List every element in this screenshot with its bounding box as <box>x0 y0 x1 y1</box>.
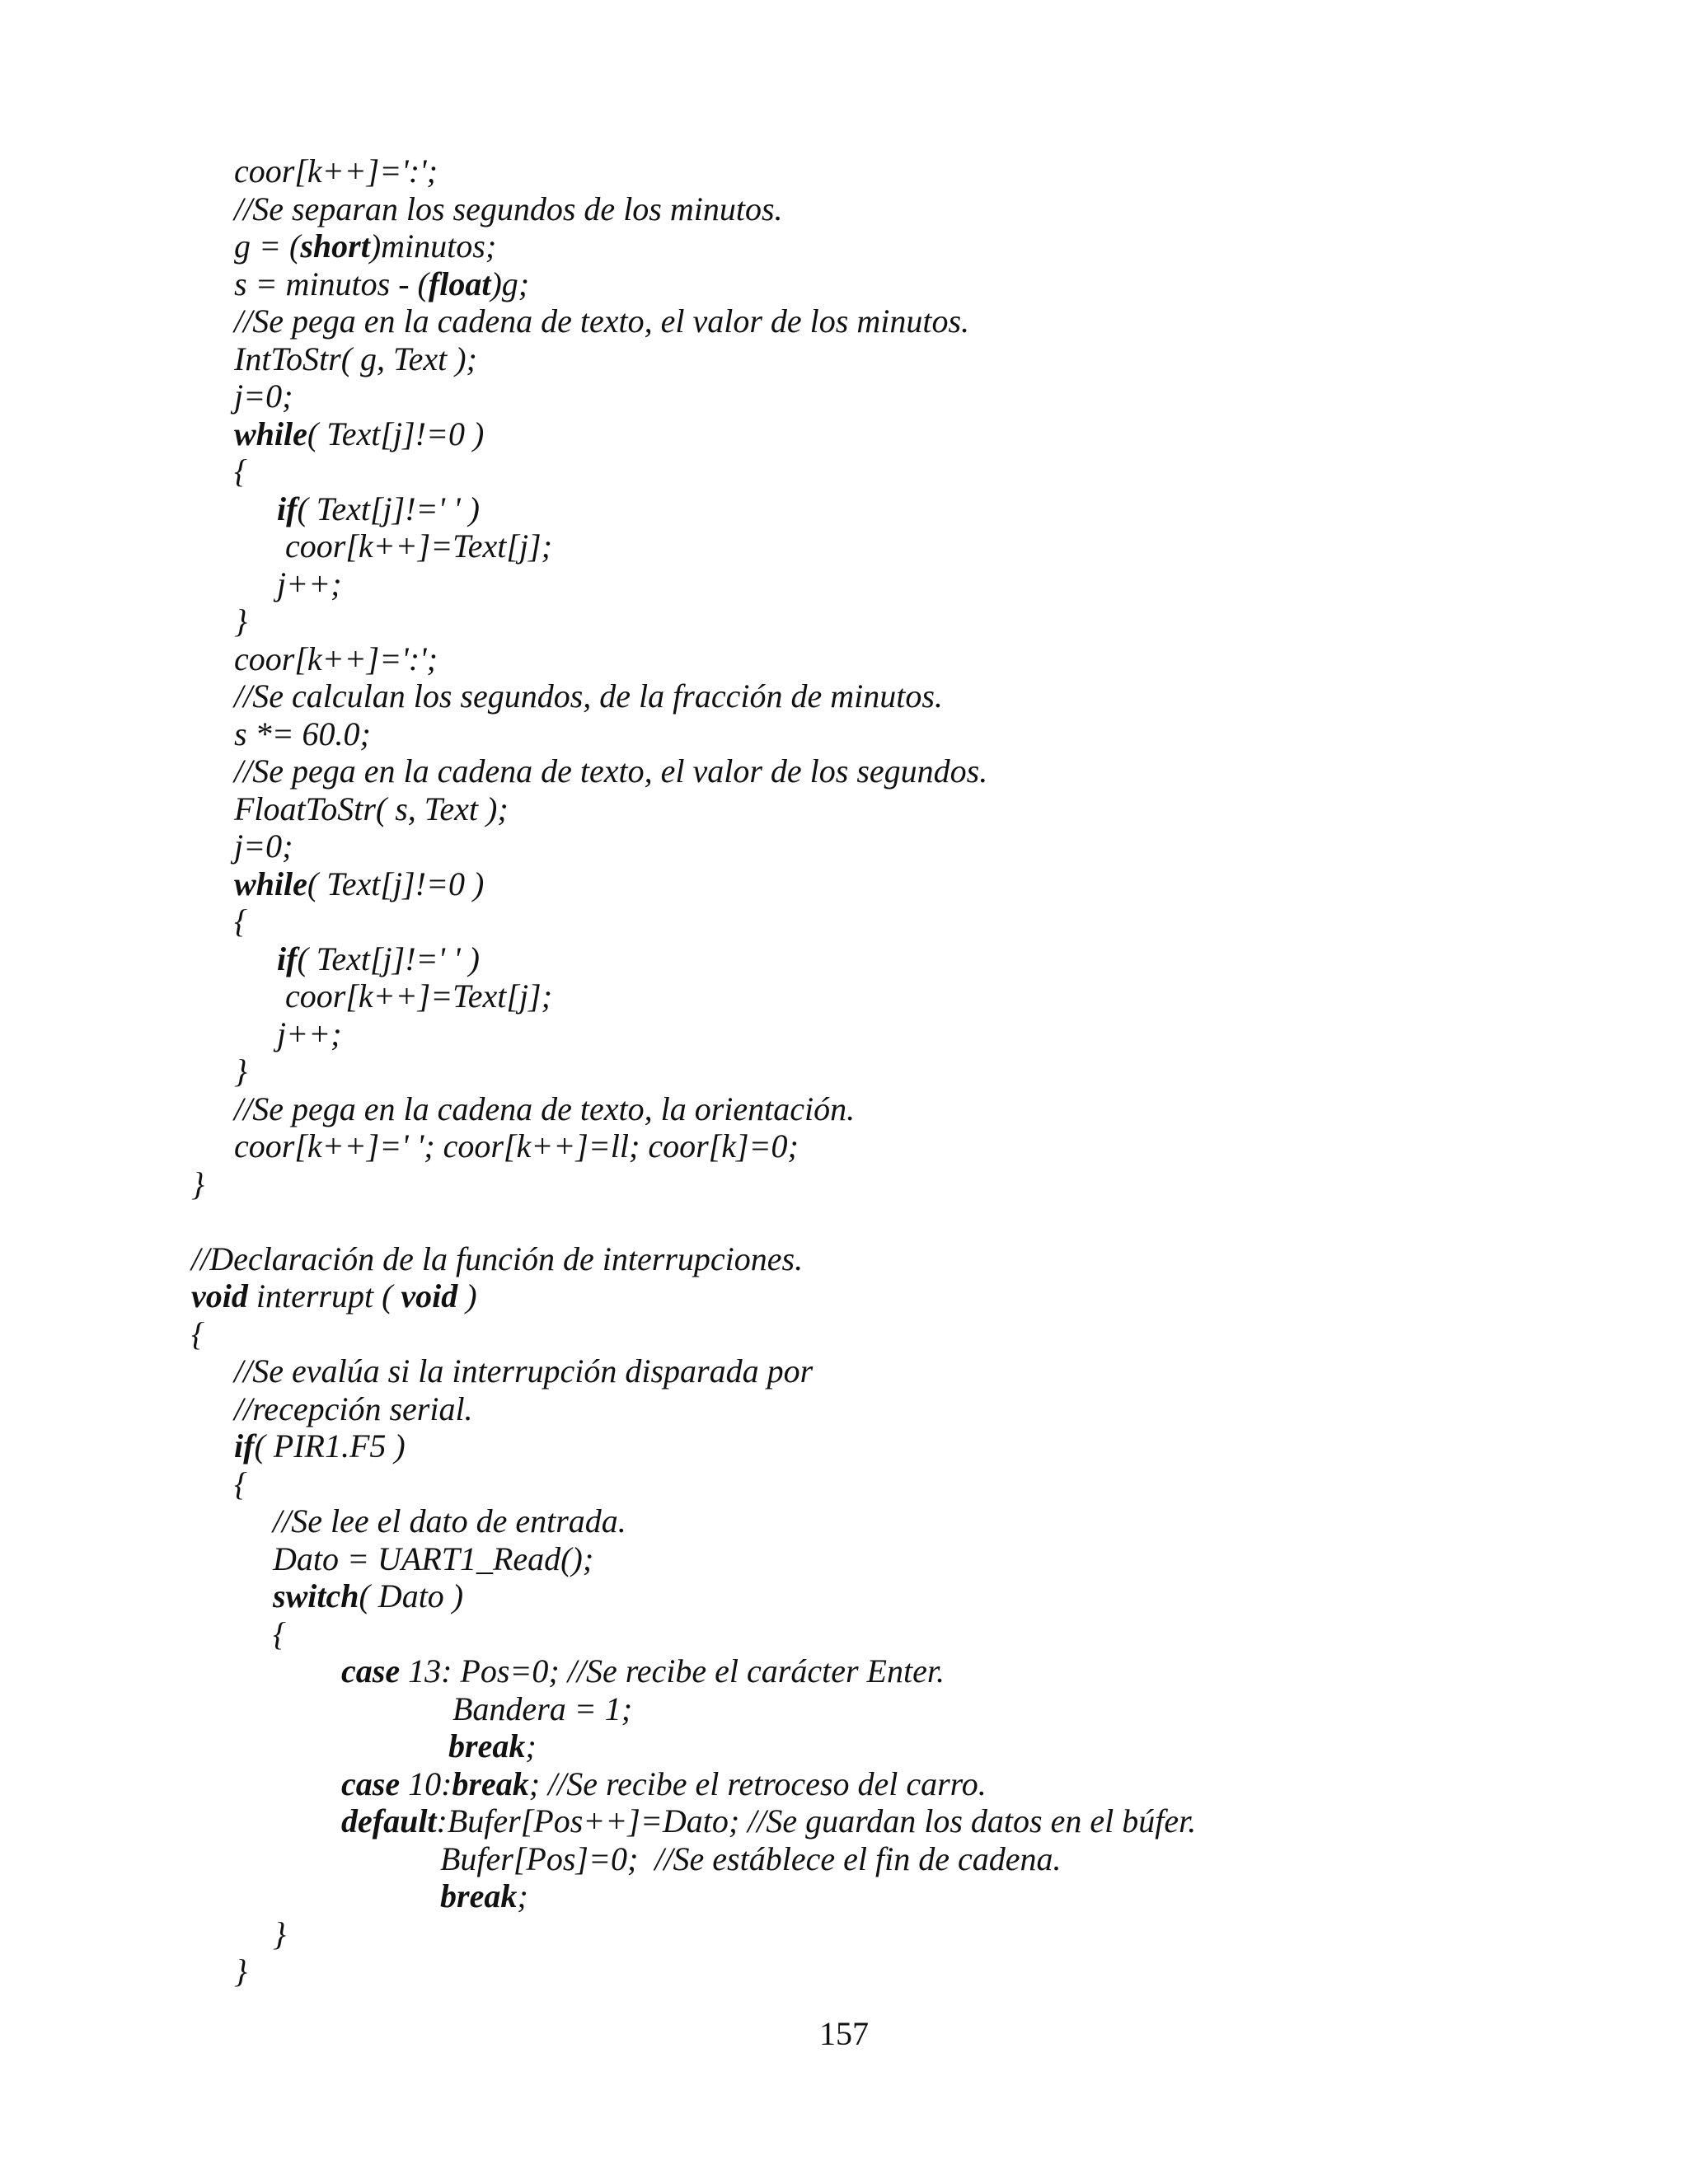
code-line <box>273 1502 626 1540</box>
code-text: ( Text[j]!=' ' ) <box>297 940 480 977</box>
code-keyword: while <box>234 415 307 452</box>
code-keyword: void <box>401 1277 458 1315</box>
code-line <box>277 940 480 978</box>
code-keyword: void <box>191 1277 248 1315</box>
code-line <box>234 865 484 903</box>
code-text: s *= 60.0; <box>234 715 371 752</box>
code-text: //Se evalúa si la interrupción disparada por <box>234 1352 814 1390</box>
code-keyword: if <box>277 490 298 527</box>
code-line <box>234 340 477 378</box>
code-line <box>234 1052 247 1090</box>
code-line <box>234 602 247 640</box>
code-line <box>234 227 496 265</box>
code-line <box>277 490 480 528</box>
code-text: coor[k++]=Text[j]; <box>285 977 552 1015</box>
code-text: coor[k++]=':'; <box>234 152 438 190</box>
code-line <box>234 902 247 940</box>
code-keyword: break <box>440 1877 518 1915</box>
code-keyword: float <box>428 265 491 302</box>
code-line <box>448 1727 537 1765</box>
code-line <box>234 1127 799 1165</box>
code-text: { <box>234 1465 247 1502</box>
code-text: Bufer[Pos]=0; //Se estáblece el fin de cadena. <box>440 1840 1062 1877</box>
code-line <box>440 1840 1061 1878</box>
code-keyword: break <box>452 1765 529 1802</box>
code-line <box>277 1015 341 1053</box>
code-line <box>234 415 484 453</box>
page-number: 157 <box>819 2015 869 2052</box>
code-line <box>191 1277 477 1315</box>
code-text: //Se pega en la cadena de texto, el valor de los minutos. <box>234 302 970 340</box>
code-line <box>234 1352 813 1390</box>
code-text: coor[k++]=' '; coor[k++]=ll; coor[k]=0; <box>234 1127 799 1165</box>
code-line <box>234 452 247 490</box>
code-text: j++; <box>277 565 342 602</box>
code-text: //Se separan los segundos de los minutos. <box>234 190 783 227</box>
code-text: coor[k++]=Text[j]; <box>285 527 552 565</box>
code-line <box>341 1765 987 1803</box>
code-text: FloatToStr( s, Text ); <box>234 790 509 827</box>
code-text: //Declaración de la función de interrupciones. <box>191 1240 804 1277</box>
code-text: ; <box>525 1727 537 1765</box>
code-line <box>285 977 552 1015</box>
code-keyword: while <box>234 865 307 902</box>
code-text: ( Text[j]!=0 ) <box>307 415 485 452</box>
code-text: //Se calculan los segundos, de la fracción de minutos. <box>234 677 943 715</box>
code-text: } <box>191 1165 204 1202</box>
code-text: //Se pega en la cadena de texto, la orientación. <box>234 1090 856 1127</box>
code-line <box>273 1577 463 1615</box>
code-text: j++; <box>277 1015 342 1052</box>
code-text: ( Dato ) <box>359 1577 464 1615</box>
code-text: { <box>234 902 247 940</box>
code-keyword: short <box>300 227 370 265</box>
code-text: ( PIR1.F5 ) <box>254 1427 406 1465</box>
code-text: Dato = UART1_Read(); <box>273 1540 594 1577</box>
code-line <box>234 302 969 340</box>
code-line <box>191 1165 204 1203</box>
code-text: )minutos; <box>369 227 497 265</box>
code-text: { <box>191 1315 204 1352</box>
code-keyword: switch <box>273 1577 359 1615</box>
code-text: 13: Pos=0; //Se recibe el carácter Enter. <box>400 1652 945 1690</box>
code-keyword: if <box>277 940 298 977</box>
code-line <box>452 1690 632 1728</box>
code-line <box>234 190 783 228</box>
code-line <box>234 752 987 790</box>
code-keyword: if <box>234 1427 255 1465</box>
code-line <box>234 1390 473 1428</box>
code-text: ; <box>517 1877 528 1915</box>
code-text: } <box>234 1952 247 1990</box>
code-line <box>234 1090 855 1128</box>
code-text: } <box>234 602 247 640</box>
code-text: j=0; <box>234 827 293 865</box>
code-text: } <box>234 1052 247 1090</box>
code-keyword: default <box>341 1802 437 1840</box>
code-line <box>234 1465 247 1503</box>
code-line <box>273 1615 286 1653</box>
code-text: } <box>273 1915 286 1952</box>
code-line <box>234 640 438 678</box>
code-line <box>234 790 509 828</box>
code-text: 10: <box>400 1765 452 1802</box>
code-text: ( Text[j]!=0 ) <box>307 865 485 902</box>
code-line <box>341 1652 945 1690</box>
code-text: )g; <box>490 265 530 302</box>
code-line <box>234 377 293 415</box>
code-line <box>234 827 293 865</box>
code-text: //Se pega en la cadena de texto, el valor de los segundos. <box>234 752 988 790</box>
code-line <box>191 1315 204 1353</box>
code-text: ( Text[j]!=' ' ) <box>297 490 480 527</box>
code-text: interrupt ( <box>247 1277 401 1315</box>
code-line <box>285 527 552 565</box>
code-line <box>234 1427 406 1465</box>
code-text: :Bufer[Pos++]=Dato; //Se guardan los datos en el búfer. <box>436 1802 1197 1840</box>
code-line <box>234 677 943 715</box>
code-line <box>191 1240 803 1278</box>
code-keyword: case <box>341 1652 401 1690</box>
code-text: s = minutos - ( <box>234 265 429 302</box>
code-text: coor[k++]=':'; <box>234 640 438 677</box>
code-text: //Se lee el dato de entrada. <box>273 1502 626 1540</box>
code-keyword: case <box>341 1765 401 1802</box>
code-line <box>234 1952 247 1990</box>
code-line <box>234 152 438 190</box>
code-text: g = ( <box>234 227 301 265</box>
code-line <box>273 1540 593 1578</box>
code-line <box>234 715 371 753</box>
code-line <box>440 1877 528 1915</box>
code-text: { <box>234 452 247 490</box>
code-text: { <box>273 1615 286 1652</box>
code-keyword: break <box>448 1727 526 1765</box>
code-text: j=0; <box>234 377 293 415</box>
code-text: //recepción serial. <box>234 1390 473 1427</box>
code-line <box>273 1915 286 1953</box>
code-text: ) <box>457 1277 477 1315</box>
code-line <box>277 565 341 603</box>
code-line <box>234 265 529 303</box>
code-text: IntToStr( g, Text ); <box>234 340 477 377</box>
code-text: Bandera = 1; <box>452 1690 633 1727</box>
code-text: ; //Se recibe el retroceso del carro. <box>528 1765 987 1802</box>
code-line <box>341 1802 1196 1840</box>
